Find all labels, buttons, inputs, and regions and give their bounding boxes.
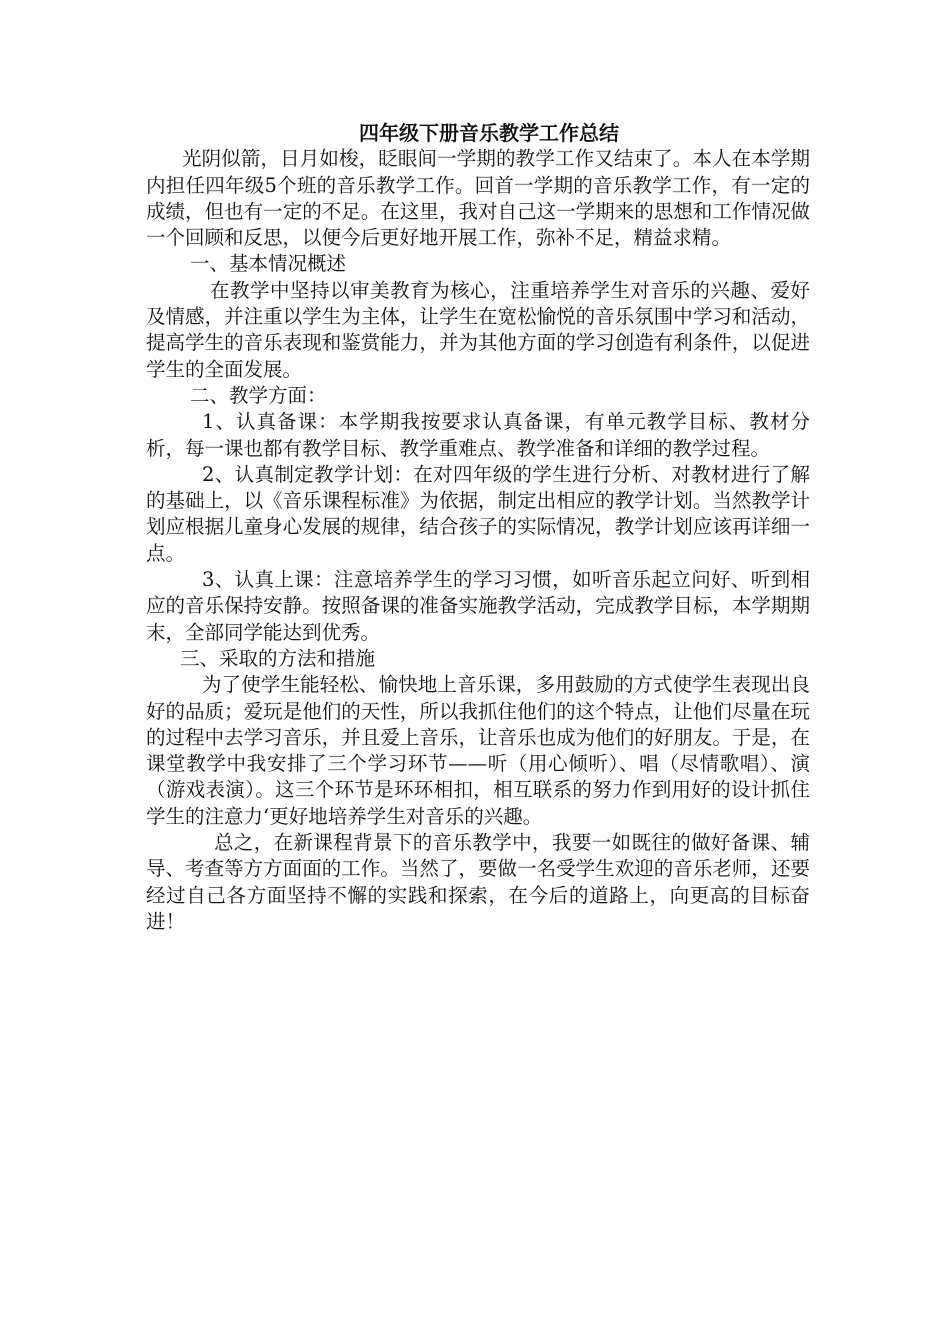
section1-heading: 一、基本情况概述 — [190, 252, 347, 276]
intro-paragraph: 光阴似箭，日月如梭，眨眼间一学期的教学工作又结束了。本人在本学期内担任四年级5个班的音乐教学工作。回首一学期的音乐教学工作，有一定的成绩，但也有一定的不足。在这里，我对自己这一学期来的思想和工作情况做一个回顾和反思，以便今后更好地开展工作，弥补不足，精益求精。 — [146, 147, 810, 250]
section2-heading: 二、教学方面： — [190, 383, 327, 407]
section2-item-1: 1、认真备课：本学期我按要求认真备课，有单元教学目标、教材分析，每一课也都有教学目标、教学重难点、教学准备和详细的教学过程。 — [146, 410, 810, 460]
section3-heading: 三、采取的方法和措施 — [180, 646, 376, 670]
section3-paragraph: 为了使学生能轻松、愉快地上音乐课，多用鼓励的方式使学生表现出良好的品质；爱玩是他们的天性，所以我抓住他们的这个特点，让他们尽量在玩的过程中去学习音乐，并且爱上音乐，让音乐也成为他们的好朋友。于是，在课堂教学中我安排了三个学习环节——听（用心倾听）、唱（尽情歌唱）、演（游戏表演）。这三个环节是环环相扣，相互联系的努力作到用好的设计抓住学生的注意力‘更好地培养学生对音乐的兴趣。 — [146, 673, 810, 828]
section2-item-2: 2、认真制定教学计划：在对四年级的学生进行分析、对教材进行了解的基础上，以《音乐课程标准》为依据，制定出相应的教学计划。当然教学计划应根据儿童身心发展的规律，结合孩子的实际情况，教学计划应该再详细一点。 — [146, 462, 810, 565]
conclusion-paragraph: 总之，在新课程背景下的音乐教学中，我要一如既往的做好备课、辅导、考查等方方面面的工作。当然了，要做一名受学生欢迎的音乐老师，还要经过自己各方面坚持不懈的实践和探索，在今后的道路上，向更高的目标奋进！ — [146, 831, 810, 933]
section1-paragraph: 在教学中坚持以审美教育为核心，注重培养学生对音乐的兴趣、爱好及情感，并注重以学生为主体，让学生在宽松愉悦的音乐氛围中学习和活动，提高学生的音乐表现和鉴赏能力，并为其他方面的学习创造有利条件，以促进学生的全面发展。 — [146, 278, 810, 381]
section2-item-3: 3、认真上课：注意培养学生的学习习惯，如听音乐起立问好、听到相应的音乐保持安静。按照备课的准备实施教学活动，完成教学目标，本学期期末，全部同学能达到优秀。 — [146, 568, 810, 644]
document-body — [146, 120, 810, 935]
document-title: 四年级下册音乐教学工作总结 — [359, 121, 619, 145]
